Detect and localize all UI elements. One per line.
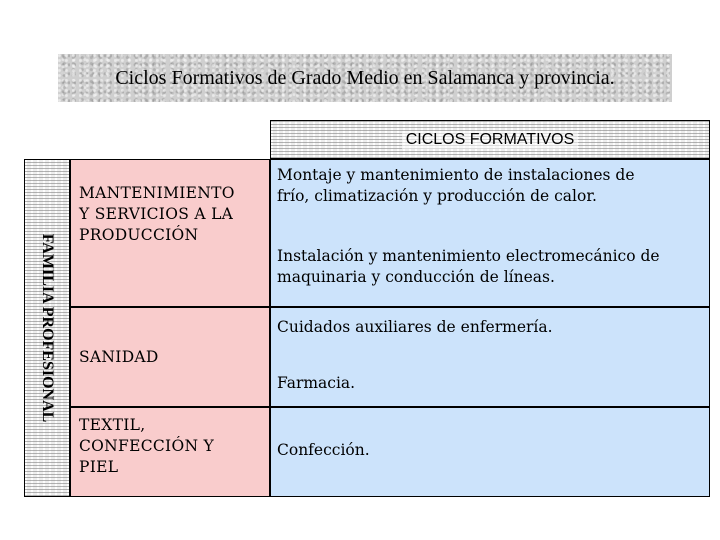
cycles-cell-mantenimiento bbox=[270, 159, 710, 307]
family-side-label: FAMILIA PROFESIONAL bbox=[39, 233, 56, 423]
family-cell-mantenimiento bbox=[70, 159, 270, 307]
title-banner bbox=[58, 54, 672, 102]
family-name: SANIDAD bbox=[79, 348, 159, 366]
family-side-header bbox=[24, 159, 70, 497]
family-cell-sanidad bbox=[70, 307, 270, 407]
family-cell-textil bbox=[70, 407, 270, 497]
cycles-cell-sanidad bbox=[270, 307, 710, 407]
cycles-header-label: CICLOS FORMATIVOS bbox=[402, 131, 579, 149]
cycle-item: Cuidados auxiliares de enfermería. bbox=[277, 318, 553, 336]
page-title: Ciclos Formativos de Grado Medio en Salamanca y provincia. bbox=[115, 66, 615, 89]
family-name: TEXTIL, CONFECCIÓN Y PIEL bbox=[79, 416, 215, 476]
family-name: MANTENIMIENTO Y SERVICIOS A LA PRODUCCIÓN bbox=[79, 184, 235, 244]
cycle-item: Instalación y mantenimiento electromecánico de maquinaria y conducción de líneas. bbox=[277, 247, 660, 286]
cycle-item: Montaje y mantenimiento de instalaciones de frío, climatización y producción de calor. bbox=[277, 166, 635, 205]
cycle-item: Confección. bbox=[277, 441, 370, 459]
cycles-header bbox=[270, 120, 710, 159]
cycle-item: Farmacia. bbox=[277, 374, 356, 392]
cycles-cell-textil bbox=[270, 407, 710, 497]
